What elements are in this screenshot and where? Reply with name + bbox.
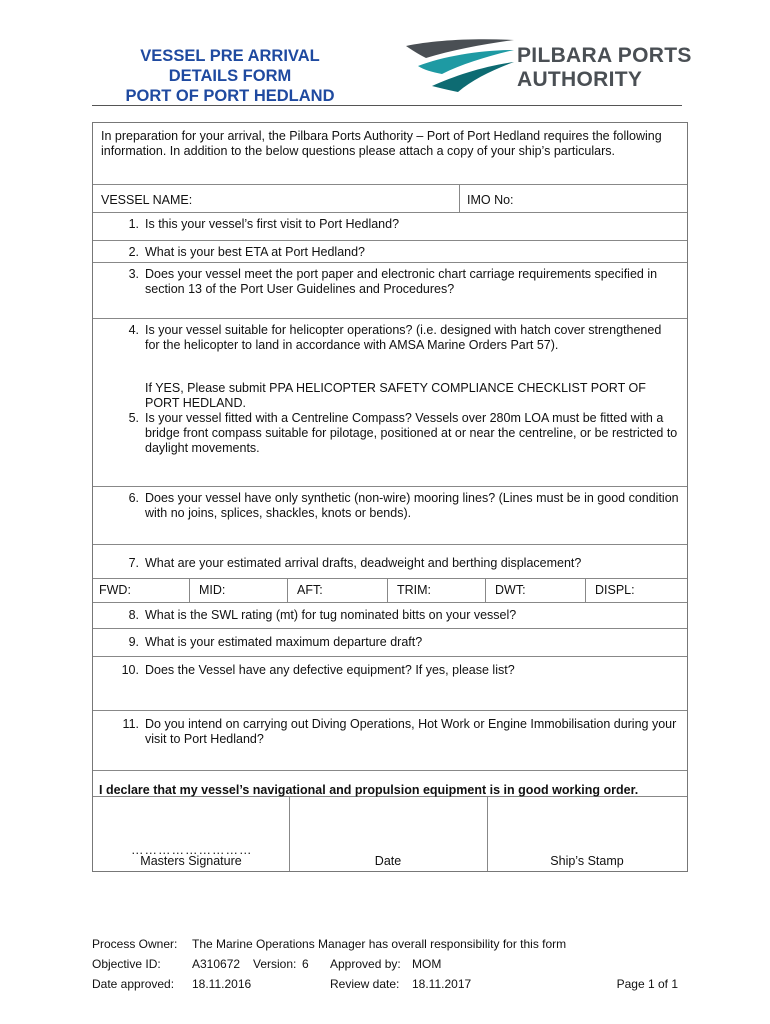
logo-line-1: PILBARA PORTS — [517, 44, 692, 67]
divider — [585, 579, 586, 602]
question-number: 10. — [121, 663, 139, 677]
signature-line: ……………………… — [131, 843, 253, 857]
trim-field[interactable]: TRIM: — [397, 583, 432, 597]
review-date-value: 18.11.2017 — [412, 977, 472, 991]
logo-wordmark — [517, 44, 692, 92]
date-field[interactable]: Date — [374, 854, 402, 868]
masters-signature-field[interactable]: Masters Signature — [140, 854, 242, 868]
question-text: What is your estimated maximum departure draft? — [145, 635, 423, 649]
dwt-field[interactable]: DWT: — [495, 583, 526, 597]
question-text: Is your vessel fitted with a Centreline Compass? Vessels over 280m LOA must be fitted with a bridge front compass suitable for pilotage, positioned at or near the centreline, or be restricted to daylight movements. — [145, 411, 678, 455]
pilbara-ports-logo-icon — [404, 36, 516, 94]
review-date-label: Review date: — [330, 977, 400, 991]
question-1[interactable] — [93, 213, 687, 241]
question-5[interactable] — [93, 407, 687, 487]
question-8[interactable] — [93, 603, 687, 629]
divider — [189, 579, 190, 602]
page-number: Page 1 of 1 — [616, 977, 678, 991]
vessel-row — [93, 185, 687, 213]
question-number: 4. — [128, 323, 139, 337]
question-text: What are your estimated arrival drafts, deadweight and berthing displacement? — [145, 556, 582, 570]
question-3[interactable] — [93, 263, 687, 319]
displ-field[interactable]: DISPL: — [595, 583, 635, 597]
question-text: Is this your vessel’s first visit to Port Hedland? — [145, 217, 400, 231]
date-approved-value: 18.11.2016 — [192, 977, 252, 991]
imo-number-field[interactable]: IMO No: — [467, 193, 514, 207]
question-text: What is the SWL rating (mt) for tug nominated bitts on your vessel? — [145, 608, 517, 622]
title-divider — [92, 105, 682, 106]
ships-stamp-field[interactable]: Ship’s Stamp — [550, 854, 624, 868]
process-owner-value: The Marine Operations Manager has overall responsibility for this form — [192, 937, 567, 951]
intro-text: In preparation for your arrival, the Pilbara Ports Authority – Port of Port Hedland requires the following information. In addition to the below questions please attach a copy of your ship’s particulars. — [93, 123, 687, 185]
question-7[interactable] — [93, 545, 687, 579]
drafts-row — [93, 579, 687, 603]
divider — [459, 185, 460, 212]
question-number: 3. — [128, 267, 139, 281]
question-number: 5. — [128, 411, 139, 425]
question-text: Does your vessel meet the port paper and electronic chart carriage requirements specified in section 13 of the Port User Guidelines and Procedures? — [145, 267, 658, 296]
vessel-name-field[interactable]: VESSEL NAME: — [101, 193, 193, 207]
approved-by-label: Approved by: — [330, 957, 401, 971]
title-line-1: VESSEL PRE ARRIVAL — [140, 47, 320, 65]
objective-id-label: Objective ID: — [92, 957, 161, 971]
aft-field[interactable]: AFT: — [297, 583, 323, 597]
divider — [287, 579, 288, 602]
question-2[interactable] — [93, 241, 687, 263]
objective-id-value: A310672 — [192, 957, 241, 971]
question-text: What is your best ETA at Port Hedland? — [145, 245, 366, 259]
title-line-3: PORT OF PORT HEDLAND — [125, 87, 335, 105]
approved-by-value: MOM — [412, 957, 442, 971]
question-text: Is your vessel suitable for helicopter operations? (i.e. designed with hatch cover strengthened for the helicopter to land in accordance with AMSA Marine Orders Part 57). — [145, 323, 662, 352]
process-owner-label: Process Owner: — [92, 937, 178, 951]
version-value: 6 — [302, 957, 309, 971]
helicopter-checklist-note: If YES, Please submit PPA HELICOPTER SAFETY COMPLIANCE CHECKLIST PORT OF PORT HEDLAND. — [145, 381, 646, 410]
version-label: Version: — [253, 957, 297, 971]
divider — [387, 579, 388, 602]
pre-arrival-form — [92, 122, 688, 872]
question-9[interactable] — [93, 629, 687, 657]
form-title — [100, 46, 360, 106]
question-number: 11. — [122, 717, 139, 731]
mid-field[interactable]: MID: — [199, 583, 226, 597]
question-number: 9. — [128, 635, 139, 649]
question-text: Does the Vessel have any defective equipment? If yes, please list? — [145, 663, 515, 677]
question-number: 2. — [128, 245, 139, 259]
declaration: I declare that my vessel’s navigational and propulsion equipment is in good working order. — [93, 771, 687, 797]
question-11[interactable] — [93, 711, 687, 771]
question-10[interactable] — [93, 657, 687, 711]
question-text: Do you intend on carrying out Diving Operations, Hot Work or Engine Immobilisation during your visit to Port Hedland? — [145, 717, 677, 746]
date-approved-label: Date approved: — [92, 977, 175, 991]
question-number: 6. — [128, 491, 139, 505]
question-number: 1. — [128, 217, 139, 231]
question-text: Does your vessel have only synthetic (non-wire) mooring lines? (Lines must be in good condition with no joins, splices, shackles, knots or bends). — [145, 491, 679, 520]
question-6[interactable] — [93, 487, 687, 545]
fwd-field[interactable]: FWD: — [99, 583, 131, 597]
title-line-2: DETAILS FORM — [168, 67, 292, 85]
logo-line-2: AUTHORITY — [517, 68, 643, 91]
question-number: 7. — [128, 556, 139, 570]
signature-row — [93, 797, 687, 871]
question-number: 8. — [128, 608, 139, 622]
divider — [485, 579, 486, 602]
question-4[interactable] — [93, 319, 687, 410]
